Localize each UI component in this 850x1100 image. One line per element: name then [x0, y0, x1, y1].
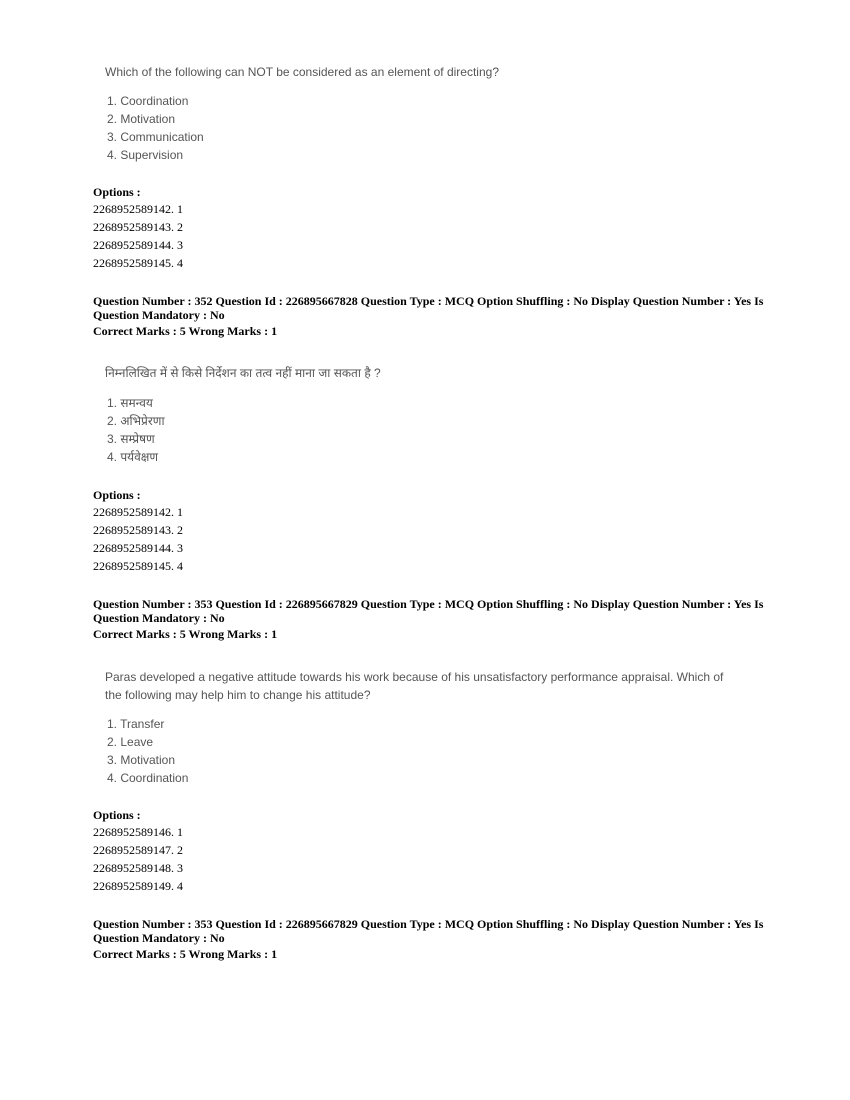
- question-meta: [93, 294, 768, 338]
- options-heading: Options :: [93, 185, 141, 199]
- option-id: 2268952589145. 4: [93, 256, 183, 270]
- marks-line: Correct Marks : 5 Wrong Marks : 1: [93, 627, 278, 641]
- question-meta-line: Question Number : 353 Question Id : 226895667829 Question Type : MCQ Option Shuffling : No Display Question Number : Yes Is Question Mandatory : No: [93, 597, 764, 625]
- option-id: 2268952589142. 1: [93, 505, 183, 519]
- question-meta: [93, 597, 768, 641]
- marks-line: Correct Marks : 5 Wrong Marks : 1: [93, 947, 278, 961]
- option-id: 2268952589143. 2: [93, 220, 183, 234]
- question-meta-line: Question Number : 353 Question Id : 226895667829 Question Type : MCQ Option Shuffling : No Display Question Number : Yes Is Question Mandatory : No: [93, 917, 764, 945]
- choice-item: 2. Motivation: [107, 112, 176, 126]
- option-id: 2268952589144. 3: [93, 238, 183, 252]
- question-meta: [93, 917, 768, 961]
- option-id: 2268952589145. 4: [93, 559, 183, 573]
- question-text: Paras developed a negative attitude towards his work because of his unsatisfactory performance appraisal. Which of: [105, 670, 724, 684]
- choice-item: 4. पर्यवेक्षण: [107, 450, 159, 464]
- marks-line: Correct Marks : 5 Wrong Marks : 1: [93, 324, 278, 338]
- question-text: Which of the following can NOT be considered as an element of directing?: [105, 65, 499, 79]
- question-text: निम्नलिखित में से किसे निर्देशन का तत्व नहीं माना जा सकता है ?: [105, 366, 381, 380]
- option-id: 2268952589149. 4: [93, 879, 183, 893]
- option-id: 2268952589143. 2: [93, 523, 183, 537]
- choice-item: 3. Motivation: [107, 753, 176, 767]
- choice-item: 4. Supervision: [107, 148, 184, 162]
- choice-item: 1. समन्वय: [107, 396, 153, 410]
- choice-item: 3. सम्प्रेषण: [107, 432, 155, 446]
- choice-item: 2. अभिप्रेरणा: [107, 414, 165, 428]
- question-meta-line: Question Number : 352 Question Id : 226895667828 Question Type : MCQ Option Shuffling : No Display Question Number : Yes Is Question Mandatory : No: [93, 294, 764, 322]
- option-id: 2268952589142. 1: [93, 202, 183, 216]
- choice-item: 2. Leave: [107, 735, 154, 749]
- choice-item: 4. Coordination: [107, 771, 189, 785]
- option-id: 2268952589147. 2: [93, 843, 183, 857]
- choice-item: 3. Communication: [107, 130, 204, 144]
- option-id: 2268952589144. 3: [93, 541, 183, 555]
- option-id: 2268952589146. 1: [93, 825, 183, 839]
- option-id: 2268952589148. 3: [93, 861, 183, 875]
- choice-item: 1. Coordination: [107, 94, 189, 108]
- options-heading: Options :: [93, 488, 141, 502]
- options-heading: Options :: [93, 808, 141, 822]
- choice-item: 1. Transfer: [107, 717, 165, 731]
- question-text: the following may help him to change his attitude?: [105, 688, 371, 702]
